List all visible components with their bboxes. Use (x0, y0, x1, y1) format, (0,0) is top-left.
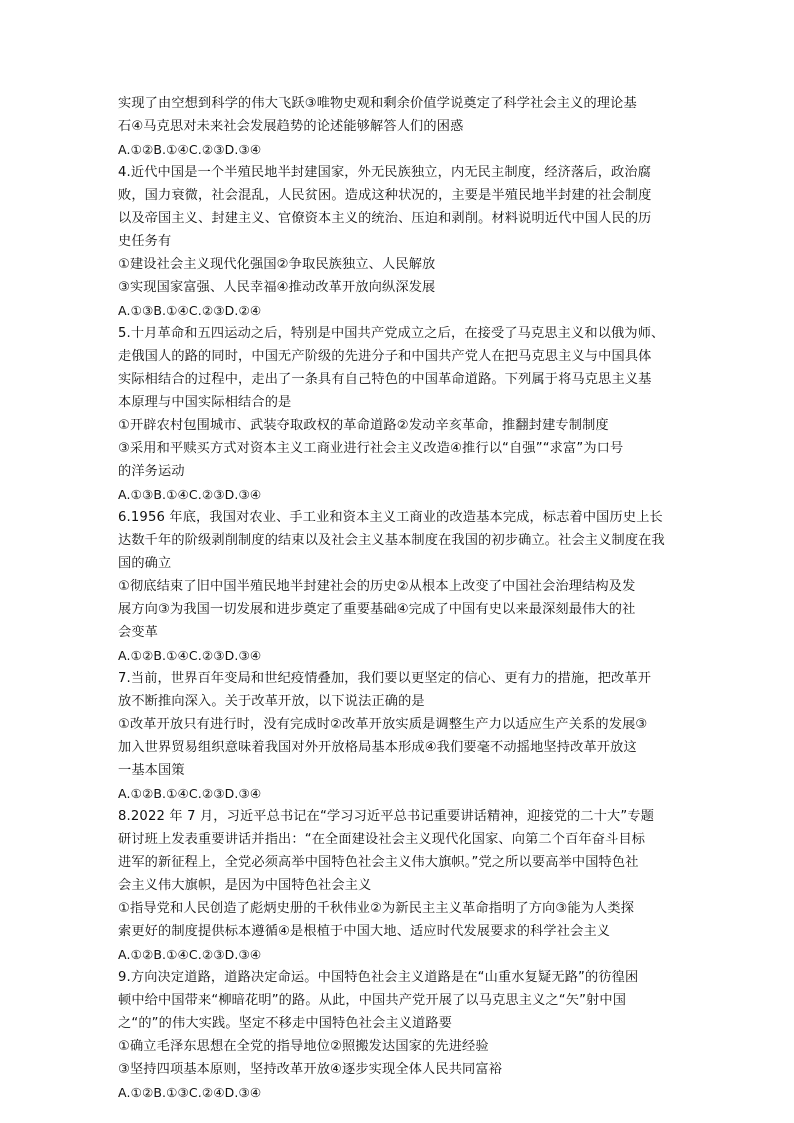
text-line: 放不断推向深入。关于改革开放，以下说法正确的是 (118, 694, 425, 709)
text-line: 9.方向决定道路，道路决定命运。中国特色社会主义道路是在“山重水复疑无路”的彷徨困 (118, 970, 639, 985)
text-line: 的洋务运动 (118, 464, 185, 479)
answer-options: A.①②B.①④C.②③D.③④ (118, 947, 262, 962)
text-line: 一基本国策 (118, 763, 185, 778)
text-line: 顿中给中国带来“柳暗花明”的路。从此，中国共产党开展了以马克思主义之“矢”射中国 (118, 993, 627, 1008)
text-line: ③实现国家富强、人民幸福④推动改革开放向纵深发展 (118, 280, 436, 295)
text-line: 展方向③为我国一切发展和进步奠定了重要基础④完成了中国有史以来最深刻最伟大的社 (118, 602, 636, 617)
answer-options: A.①②B.①③C.②④D.③④ (118, 1085, 262, 1100)
text-line: 史任务有 (118, 234, 172, 249)
text-line: 加入世界贸易组织意味着我国对外开放格局基本形成④我们要毫不动摇地坚持改革开放这 (118, 740, 637, 755)
text-line: 索更好的制度提供标本遵循④是根植于中国大地、适应时代发展要求的科学社会主义 (118, 924, 611, 939)
answer-options: A.①②B.①④C.②③D.③④ (118, 142, 262, 157)
text-line: 研讨班上发表重要讲话并指出：“在全面建设社会主义现代化国家、向第二个百年奋斗目标 (118, 832, 646, 847)
text-line: 石④马克思对未来社会发展趋势的论述能够解答人们的困惑 (118, 119, 464, 134)
text-line: 进军的新征程上，全党必须高举中国特色社会主义伟大旗帜。”党之所以要高举中国特色社 (118, 855, 639, 870)
text-line: 5.十月革命和五四运动之后，特别是中国共产党成立之后，在接受了马克思主义和以俄为师、 (118, 326, 665, 341)
text-line: 会主义伟大旗帜，是因为中国特色社会主义 (118, 878, 372, 893)
text-line: ①改革开放只有进行时，没有完成时②改革开放实质是调整生产力以适应生产关系的发展③ (118, 717, 648, 732)
text-line: ③坚持四项基本原则，坚持改革开放④逐步实现全体人民共同富裕 (118, 1062, 503, 1077)
text-line: ①彻底结束了旧中国半殖民地半封建社会的历史②从根本上改变了中国社会治理结构及发 (118, 579, 636, 594)
answer-options: A.①②B.①④C.②③D.③④ (118, 648, 262, 663)
text-line: ①确立毛泽东思想在全党的指导地位②照搬发达国家的先进经验 (118, 1039, 489, 1054)
text-line: 会变革 (118, 625, 159, 640)
text-line: 7.当前，世界百年变局和世纪疫情叠加，我们要以更坚定的信心、更有力的措施，把改革开 (118, 671, 652, 686)
text-line: 走俄国人的路的同时，中国无产阶级的先进分子和中国共产党人在把马克思主义与中国具体 (118, 349, 652, 364)
text-line: 国的确立 (118, 556, 172, 571)
text-line: ①指导党和人民创造了彪炳史册的千秋伟业②为新民主主义革命指明了方向③能为人类探 (118, 901, 635, 916)
text-line: 实际相结合的过程中，走出了一条具有自己特色的中国革命道路。下列属于将马克思主义基 (118, 372, 652, 387)
exam-page (118, 92, 674, 1104)
text-line: 之“的”的伟大实践。坚定不移走中国特色社会主义道路要 (118, 1016, 453, 1031)
text-line: 败，国力衰微，社会混乱，人民贫困。造成这种状况的，主要是半殖民地半封建的社会制度 (118, 188, 652, 203)
text-line: ①开辟农村包围城市、武装夺取政权的革命道路②发动辛亥革命，推翻封建专制制度 (118, 418, 609, 433)
text-line: ①建设社会主义现代化强国②争取民族独立、人民解放 (118, 257, 436, 272)
answer-options: A.①③B.①④C.②③D.③④ (118, 487, 262, 502)
text-line: 本原理与中国实际相结合的是 (118, 395, 292, 410)
text-line: 实现了由空想到科学的伟大飞跃③唯物史观和剩余价值学说奠定了科学社会主义的理论基 (118, 96, 637, 111)
text-line: 4.近代中国是一个半殖民地半封建国家，外无民族独立，内无民主制度，经济落后，政治腐 (118, 165, 652, 180)
text-line: 8.2022 年 7 月，习近平总书记在“学习习近平总书记重要讲话精神，迎接党的二十大”专题 (118, 809, 655, 824)
answer-options: A.①②B.①④C.②③D.③④ (118, 786, 262, 801)
text-line: 达数千年的阶级剥削制度的结束以及社会主义基本制度在我国的初步确立。社会主义制度在我 (118, 533, 665, 548)
text-line: ③采用和平赎买方式对资本主义工商业进行社会主义改造④推行以“自强”“求富”为口号 (118, 441, 624, 456)
answer-options: A.①③B.①④C.②③D.②④ (118, 303, 262, 318)
text-line: 以及帝国主义、封建主义、官僚资本主义的统治、压迫和剥削。材料说明近代中国人民的历 (118, 211, 652, 226)
text-line: 6.1956 年底，我国对农业、手工业和资本主义工商业的改造基本完成，标志着中国历史上长 (118, 510, 663, 525)
